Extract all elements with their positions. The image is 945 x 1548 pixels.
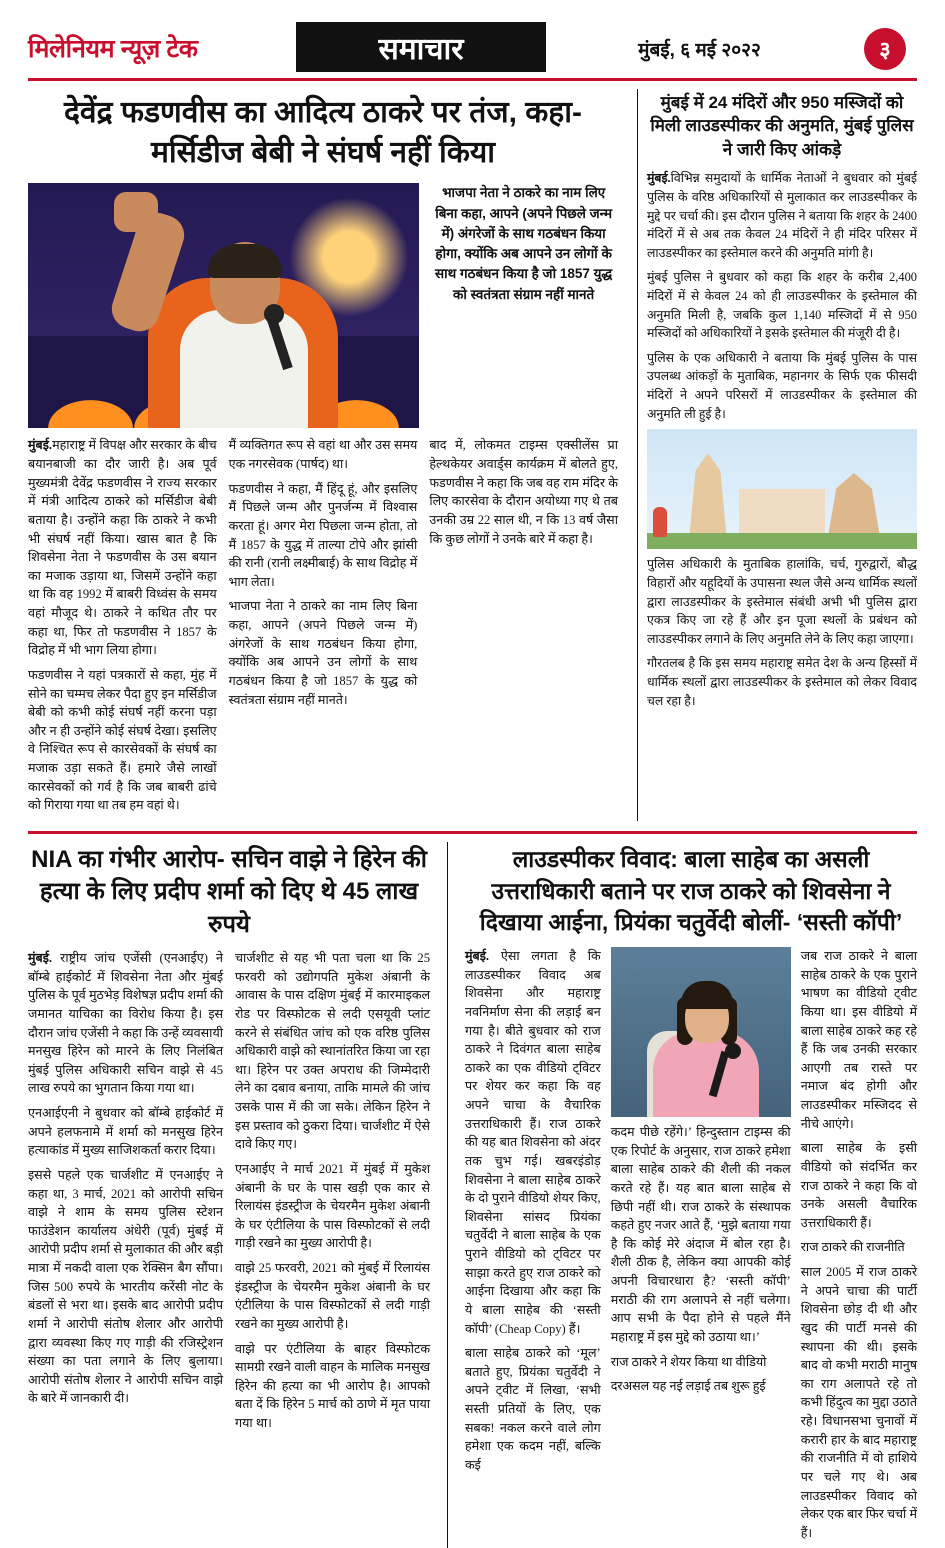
nia-headline: NIA का गंभीर आरोप- सचिन वाझे ने हिरेन की हत्या के लिए प्रदीप शर्मा को दिए थे 45 लाख रुपये <box>31 845 427 938</box>
section-divider <box>28 831 917 834</box>
loudspeaker-story <box>457 842 917 1548</box>
masthead <box>28 20 917 81</box>
paragraph: राज ठाकरे की राजनीति <box>800 1240 905 1255</box>
paragraph: वाझे 25 फरवरी, 2021 को मुंबई में रिलायंस इंडस्ट्रीज के चेयरमैन मुकेश अंबानी के घर एंटीलिया के पास विस्फोटकों से लदी गाड़ी रखने का मुख्य आरोपी है। <box>235 1261 431 1331</box>
temple-photo <box>647 429 917 549</box>
paragraph: दरअसल यह नई लड़ाई तब शुरू हुई <box>610 1379 766 1394</box>
paragraph: फडणवीस ने यहां पत्रकारों से कहा, मुंह में सोने का चम्मच लेकर पैदा हुए इन मर्सिडीज बेबी को कभी कोई संघर्ष नहीं करना पड़ा और न ही उन्होंने कोई संघर्ष देखा। इसलिए वे निश्चित रूप से कारसेवकों के संघर्ष का मजाक उड़ा सकते हैं। हमारे जैसे लाखों कारसेवकों को गर्व है कि जब बाबरी ढांचे को गिराया गया था तब हम वहां थे। <box>28 667 217 813</box>
lead-body-col-2 <box>229 436 418 821</box>
paragraph: मुंबई. राष्ट्रीय जांच एजेंसी (एनआईए) ने बॉम्बे हाईकोर्ट में शिवसेना नेता और मुंबई पुलिस के पूर्व मुठभेड़ विशेषज्ञ प्रदीप शर्मा की जमानत याचिका का विरोध किया है। इस दौरान जांच एजेंसी ने कहा कि उन्हें व्यवसायी मनसुख हिरेन को मारने के लिए निलंबित मुंबई पुलिस अधिकारी सचिन वाझे से 45 लाख रुपये का भुगतान किया गया था। <box>28 951 224 1096</box>
ls-body-col-1 <box>465 947 601 1548</box>
lead-photo-row <box>28 183 618 428</box>
section-label: समाचार <box>296 22 546 72</box>
paragraph: साल 2005 में राज ठाकरे ने अपने चाचा की पार्टी शिवसेना छोड़ दी थी और खुद की पार्टी मनसे की स्थापना की थी। इसके बाद वो कभी मराठी मानुष का राग अलापते रहे तो कभी हिंदुत्व का मुद्दा उठाते रहे। विधानसभा चुनावों में करारी हार के बाद महाराष्ट्र की राजनीति में वो हाशिये पर चले गए थे। अब लाउडस्पीकर विवाद को लेकर एक बार फिर चर्चा में हैं। <box>800 1265 917 1540</box>
paragraph: बाला साहेब के इसी वीडियो को संदर्भित कर राज ठाकरे ने कहा कि वो उनके असली वैचारिक उत्तराधिकारी हैं। <box>800 1141 917 1230</box>
paragraph: चार्जशीट से यह भी पता चला था कि 25 फरवरी को उद्योगपति मुकेश अंबानी के आवास के पास दक्षिण मुंबई में कारमाइकल रोड पर विस्फोटक से लदी एसयूवी प्लांट करने से संबंधित जांच को एक वरिष्ठ पुलिस अधिकारी वाझे को स्थानांतरित किया जा रहा था। हिरेन पर उक्त अपराध की जिम्मेदारी लेने का दबाव बनाया, ताकि मामले की जांच उसके पास में की जा सके। लेकिन हिरेन ने इस प्रस्ताव को ठुकरा दिया। चार्जशीट में ऐसे दावे किए गए। <box>235 951 431 1152</box>
paragraph: इससे पहले एक चार्जशीट में एनआईए ने कहा था, 3 मार्च, 2021 को आरोपी सचिन वाझे ने शाम के समय पुलिस स्टेशन फाउंडेशन कार्यालय अंधेरी (पूर्व) मुंबई में आरोपी प्रदीप शर्मा से मुलाकात की और बड़ी मात्रा में नकदी वाला एक रेक्सिन बैग सौंपा। जिस 500 रुपये के भारतीय करेंसी नोट के बंडलों से भरा था। इसके बाद आरोपी प्रदीप शर्मा ने आरोपी संतोष शेलार और आरोपी द्वारा व्यवस्था किए गए गाड़ी की रजिस्ट्रेशन संख्या का पता लगाने के लिए बुलाया। आरोपी संतोष शेलार ने आरोपी सचिन वाझे के बारे में जानकारी दी। <box>28 1167 224 1406</box>
dateline: मुंबई, ६ मई २०२२ <box>638 40 761 61</box>
right-headline: मुंबई में 24 मंदिरों और 950 मस्जिदों को मिली लाउडस्पीकर की अनुमति, मुंबई पुलिस ने जारी किए आंकड़े <box>650 93 914 159</box>
paragraph: राज ठाकरे ने शेयर किया था वीडियो <box>610 1354 767 1369</box>
paragraph: फडणवीस ने कहा, मैं हिंदू हूं, और इसलिए मैं पिछले जन्म और पुनर्जन्म में विश्वास करता हूं। अगर मेरा पिछला जन्म होता, तो मैं 1857 के युद्ध में ताल्या टोपे और झांसी की रानी (रानी लक्ष्मीबाई) के साथ विद्रोह में भाग लेता। <box>228 481 418 589</box>
page-number: ३ <box>864 28 906 70</box>
nia-body-col-1 <box>28 949 223 1439</box>
publication-logo[interactable] <box>28 20 296 78</box>
paragraph: एनआईएनी ने बुधवार को बॉम्बे हाईकोर्ट में अपने हलफनामे में शर्मा को मनसुख हिरेन हत्याकांड में मुख्य साजिशकर्ता करार दिया। <box>28 1106 224 1158</box>
page-number-badge <box>853 20 917 78</box>
paragraph: मुंबई. ऐसा लगता है कि लाउडस्पीकर विवाद अब शिवसेना और महाराष्ट्र नवनिर्माण सेना की लड़ाई बन गया है। बीते बुधवार को राज ठाकरे ने दिवंगत बाला साहेब ठाकरे का एक वीडियो ट्विटर पर शेयर कर कहा कि वह अपने चाचा के वैचारिक उत्तराधिकारी हैं। राज ठाकरे की यह बात शिवसेना को अंदर तक चुभ गई। खबरइंडोड़ शिवसेना ने बाला साहेब ठाकरे के दो पुराने वीडियो शेयर किए, शिवसेना सांसद प्रियंका चतुर्वेदी ने बाला साहेब के एक पुराने वीडियो को ट्विटर पर साझा करते हुए राज ठाकरे को आईना दिखाया और कहा कि ये बाला साहेब की ‘सस्ती कॉपी’ (Cheap Copy) हैं। <box>465 949 601 1336</box>
paragraph: पुलिस के एक अधिकारी ने बताया कि मुंबई पुलिस के पास उपलब्ध आंकड़ों के मुताबिक, महानगर के सिर्फ एक फीसदी मंदिरों ने अपने परिसरों में लाउडस्पीकर के इस्तेमाल की अनुमति ली हुई है। <box>646 350 917 421</box>
priyanka-photo <box>611 947 791 1117</box>
paragraph: मुंबई पुलिस ने बुधवार को कहा कि शहर के करीब 2,400 मंदिरों में से केवल 24 को ही लाउडस्पीकर के इस्तेमाल की अनुमति मिली है, जबकि कुल 1,140 मस्जिदों में से 950 मस्जिदों को अधिकारियों ने इसके इस्तेमाल की मंजूरी दी है। <box>646 270 917 341</box>
lead-body-col-3 <box>429 436 618 821</box>
ls-body-col-2 <box>611 947 791 1548</box>
paragraph: मुंबई.विभिन्न समुदायों के धार्मिक नेताओं ने बुधवार को मुंबई पुलिस के वरिष्ठ अधिकारियों से मुलाकात कर लाउडस्पीकर के मुद्दे पर चर्चा की। इस दौरान पुलिस ने बताया कि शहर के 2400 मंदिरों में से अब तक केवल 24 मंदिरों ने ही मंदिर परिसर में लाउडस्पीकर का इस्तेमाल करने की अनुमति मांगी है। <box>646 171 917 260</box>
paragraph: मुंबई.महाराष्ट्र में विपक्ष और सरकार के बीच बयानबाजी का दौर जारी है। अब पूर्व मुख्यमंत्री देवेंद्र फडणवीस ने राज्य सरकार में मंत्री आदित्य ठाकरे को मर्सिडीज बेबी बताया है। उन्होंने कहा कि ठाकरे ने कभी भी संघर्ष नहीं किया। खास बात है कि शिवसेना नेता ने फडणवीस के उस बयान का मजाक उड़ाया था, जिसमें उन्होंने कहा था कि वह 1992 में बाबरी विध्वंस के समय वहां मौजूद थे। ठाकरे ने कथित तौर पर कहा था, फिर तो फडणवीस ने 1857 के विद्रोह में भी भाग लिया होगा। <box>28 438 217 658</box>
paragraph: पुलिस अधिकारी के मुताबिक हालांकि, चर्च, गुरुद्वारों, बौद्ध विहारों और यहूदियों के उपासना स्थल जैसे अन्य धार्मिक स्थलों द्वारा लाउडस्पीकर के इस्तेमाल संबंधी अभी भी पुलिस द्वारा एकत्र किए जा रहे हैं और इन पूजा स्थलों के प्रबंधन को लाउडस्पीकर लगाने के लिए अनुमति लेने के लिए कहा जाएगा। <box>646 557 917 646</box>
ls-body-col-3 <box>801 947 917 1548</box>
top-section <box>28 89 917 821</box>
nia-body-col-2 <box>235 949 430 1439</box>
bottom-section <box>28 842 917 1548</box>
column-divider <box>447 842 448 1548</box>
paragraph: गौरतलब है कि इस समय महाराष्ट्र समेत देश के अन्य हिस्सों में धार्मिक स्थलों द्वारा लाउडस्पीकर के इस्तेमाल को लेकर विवाद चल रहा है। <box>646 656 917 708</box>
paragraph: बाद में, लोकमत टाइम्स एक्सीलेंस प्रा हेल्थकेयर अवार्ड्स कार्यक्रम में बोलते हुए, फडणवीस ने कहा कि जब वह राम मंदिर के लिए कारसेवा के दौरान अयोध्या गए थे तब उनकी उम्र 22 साल थी, न कि 13 वर्ष जैसा कि कुछ लोगों ने उनके बारे में कहा है। <box>429 438 618 546</box>
nia-story <box>28 842 438 1548</box>
lead-story <box>28 89 628 821</box>
column-divider <box>637 89 638 821</box>
lead-headline: देवेंद्र फडणवीस का आदित्य ठाकरे पर तंज, कहा- मर्सिडीज बेबी ने संघर्ष नहीं किया <box>64 96 582 170</box>
paragraph: जब राज ठाकरे ने बाला साहेब ठाकरे के एक पुराने भाषण का वीडियो ट्वीट किया था। इस वीडियो में बाला साहेब ठाकरे कह रहे हैं कि जब उनकी सरकार आएगी तब रास्ते पर नमाज बंद होगी और लाउडस्पीकर मस्जिदद से नीचे आएंगे। <box>800 949 917 1131</box>
lead-body <box>28 436 618 821</box>
publication-name: मिलेनियम न्यूज़ टेक <box>28 34 198 63</box>
right-story <box>647 89 917 821</box>
lead-pullquote: भाजपा नेता ने ठाकरे का नाम लिए बिना कहा, आपने (अपने पिछले जन्म में) अंगरेजों के साथ गठबंधन किया होगा, क्योंकि अब आपने उन लोगों के साथ गठबंधन किया है जो 1857 युद्ध को स्वतंत्रता संग्राम नहीं मानते <box>435 185 613 302</box>
loudspeaker-headline: लाउडस्पीकर विवाद: बाला साहेब का असली उत्तराधिकारी बताने पर राज ठाकरे को शिवसेना ने दिखाया आईना, प्रियंका चतुर्वेदी बोलीं- ‘सस्ती कॉपी’ <box>479 845 903 936</box>
paragraph: बाला साहेब ठाकरे को ‘मूल’ बताते हुए, प्रियंका चतुर्वेदी ने अपने ट्वीट में लिखा, ‘सभी सस्ती प्रतियों के लिए, एक सबक! नकल करने वाले लोग हमेशा एक कदम नहीं, बल्कि कई <box>465 1346 601 1472</box>
paragraph: मैं व्यक्तिगत रूप से वहां था और उस समय एक नगरसेवक (पार्षद) था। <box>228 438 418 471</box>
lead-body-col-1 <box>28 436 217 821</box>
paragraph: भाजपा नेता ने ठाकरे का नाम लिए बिना कहा, आपने (अपने पिछले जन्म में) अंगरेजों के साथ गठबंधन किया होगा, क्योंकि अब आपने उन लोगों के साथ गठबंधन किया है जो 1857 के युद्ध को स्वतंत्रता संग्राम नहीं मानते। <box>228 599 418 707</box>
paragraph: वाझे पर एंटीलिया के बाहर विस्फोटक सामग्री रखने वाली वाहन के मालिक मनसुख हिरेन की हत्या का भी आरोप है। आपको बता दें कि हिरेन 5 मार्च को ठाणे में मृत पाया गया था। <box>235 1341 431 1431</box>
lead-photo <box>28 183 419 428</box>
paragraph: एनआईए ने मार्च 2021 में मुंबई में मुकेश अंबानी के घर के पास खड़ी एक कार से रिलायंस इंडस्ट्रीज के चेयरमैन मुकेश अंबानी के घर एंटीलिया के पास विस्फोटकों से लदी गाड़ी रखने का मुख्य आरोपी है। <box>235 1161 431 1251</box>
paragraph: कदम पीछे रहेंगे।’ हिन्दुस्तान टाइम्स की एक रिपोर्ट के अनुसार, राज ठाकरे हमेशा बाला साहेब ठाकरे की शैली की नकल करते रहे हैं। यह बात बाला साहेब से छिपी नहीं थी। राज ठाकरे के संस्थापक कहते हुए नजर आते हैं, ‘मुझे बताया गया है कि कोई मेरे अंदाज में बोल रहा है। शैली ठीक है, लेकिन क्या आपकी कोई अपनी विचारधारा है? ‘सस्ती कॉपी’ मराठी की राग अलापने से नहीं चलेगा। आप सभी के पैदा होने से पहले मैंने महाराष्ट्र में इस मुद्दे को उठाया था।’ <box>610 1125 791 1344</box>
